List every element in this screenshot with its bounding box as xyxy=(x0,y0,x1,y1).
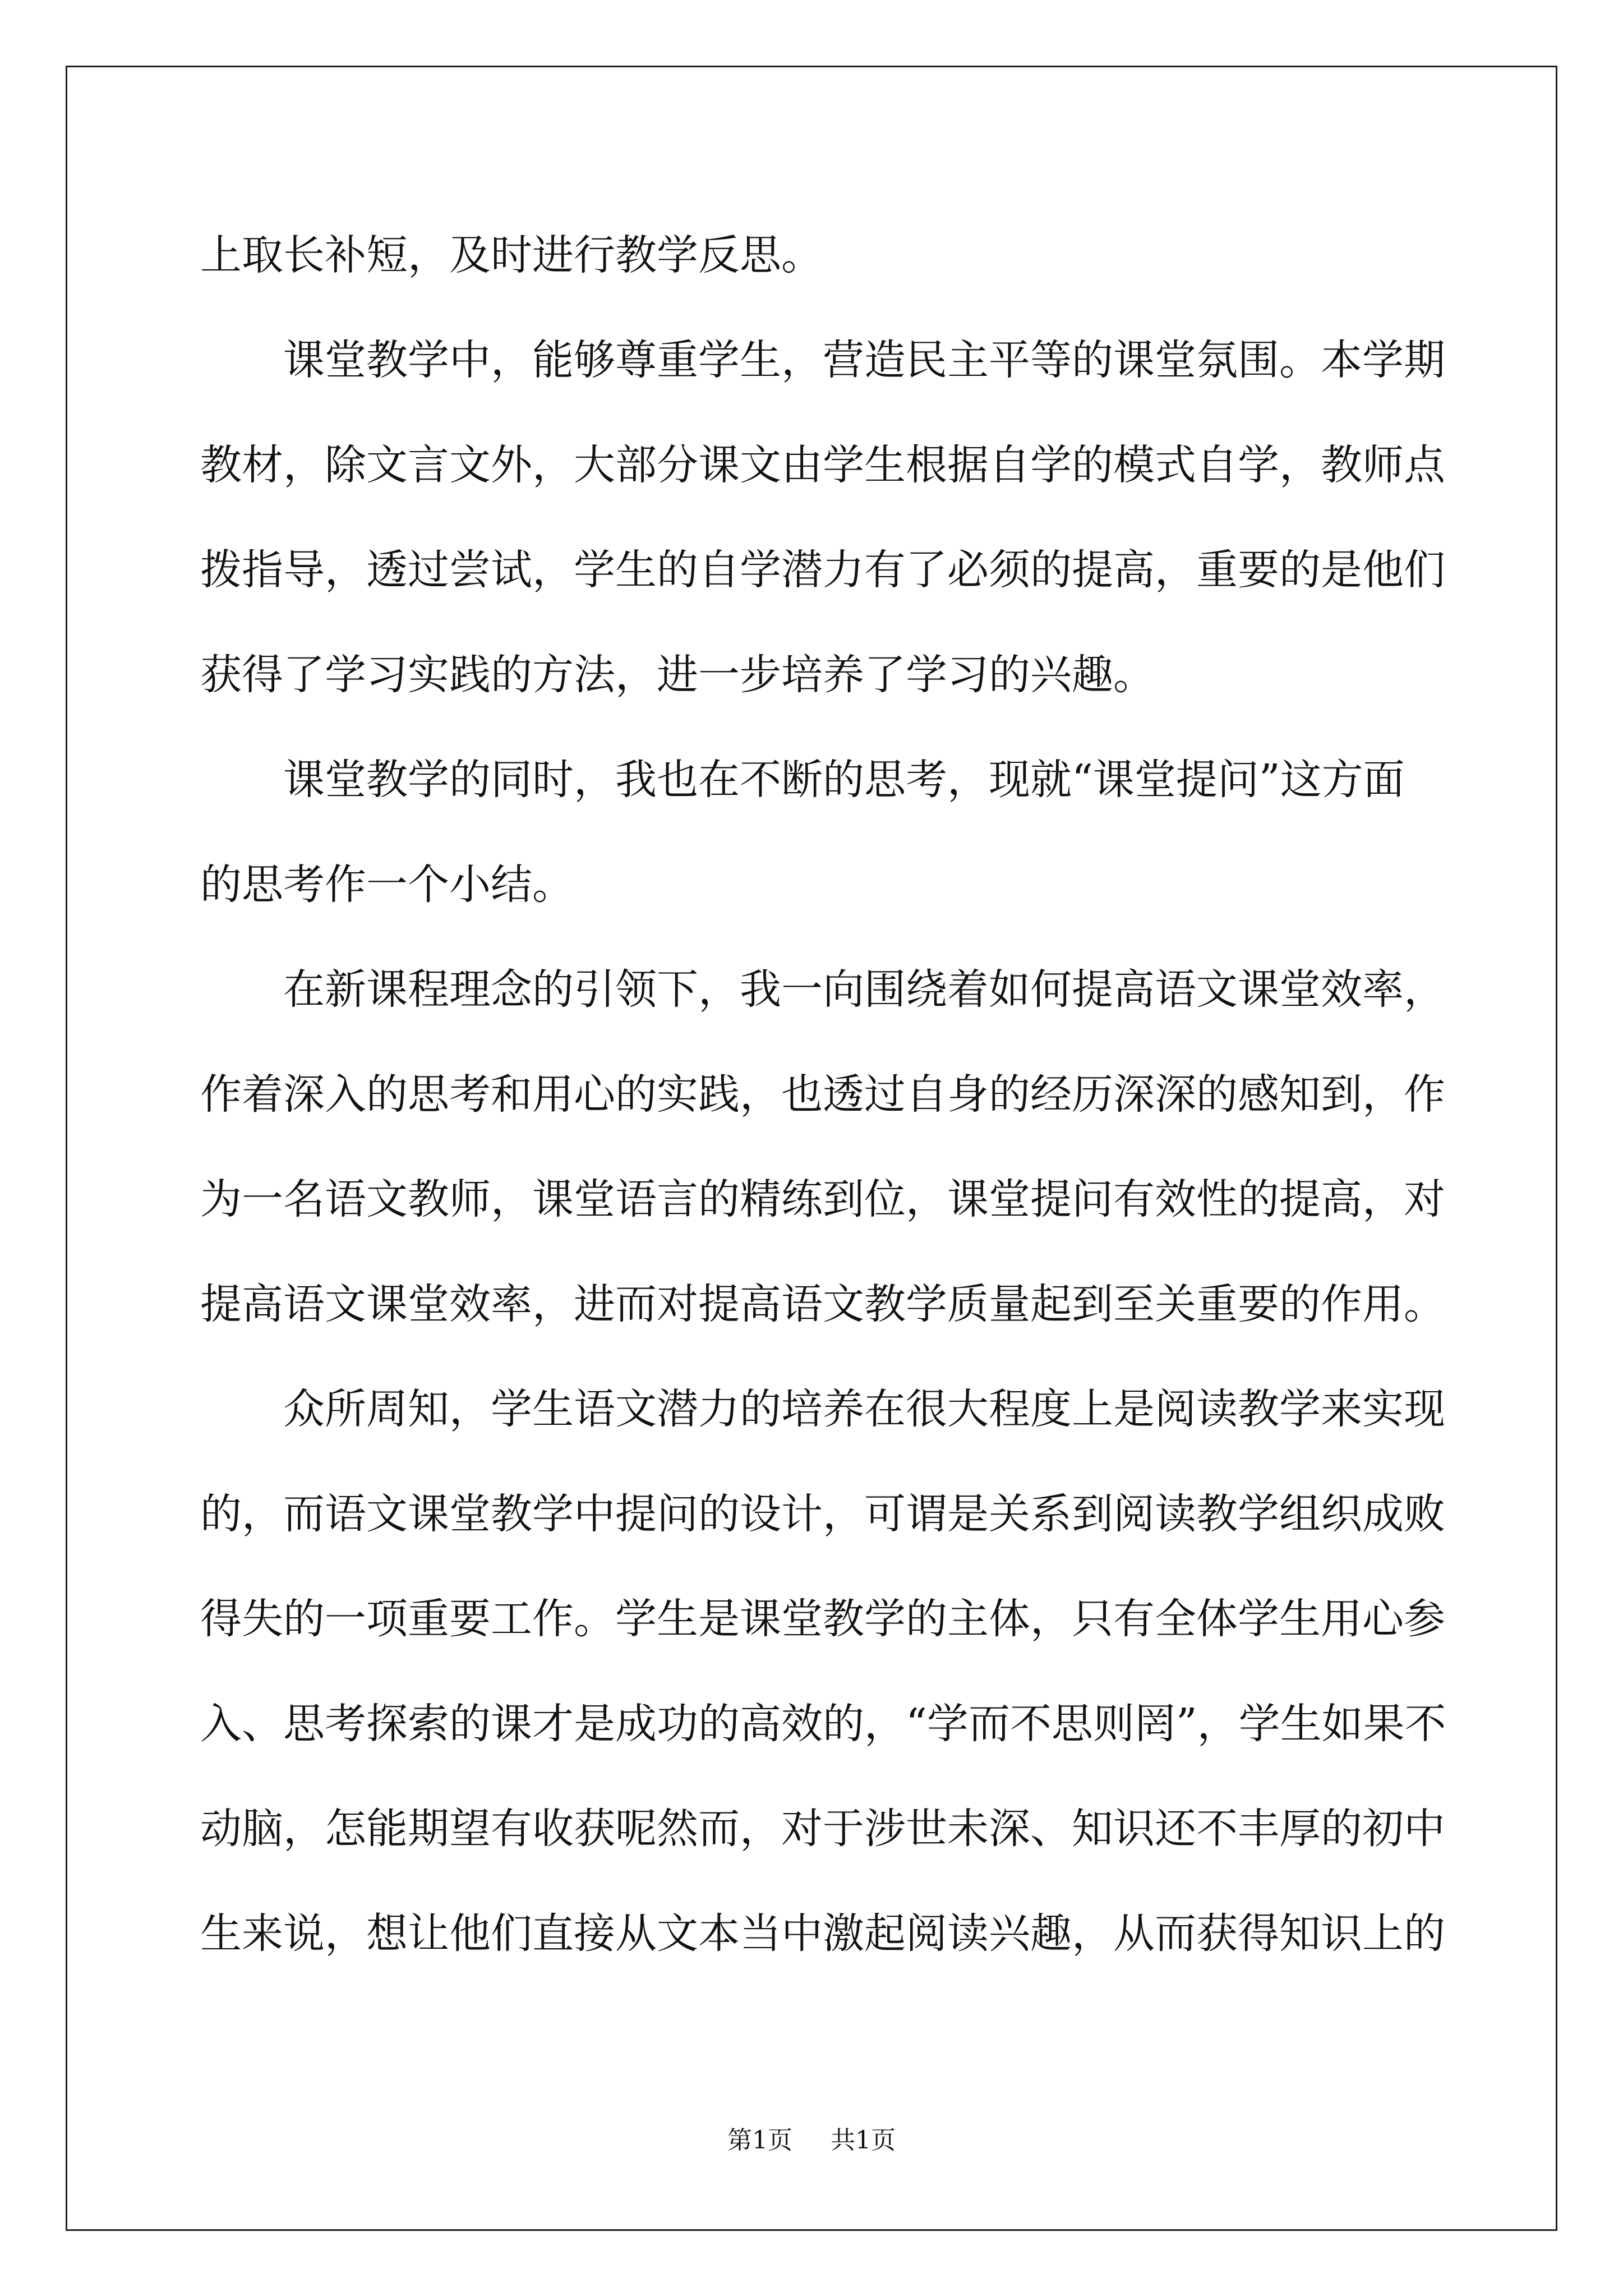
text-line: 得失的一项重要工作。学生是课堂教学的主体，只有全体学生用心参 xyxy=(200,1595,1445,1643)
page-number: 第1页 xyxy=(727,2126,792,2155)
text-line: 生来说，想让他们直接从文本当中激起阅读兴趣，从而获得知识上的 xyxy=(200,1910,1445,1958)
paragraph-start-line: 课堂教学的同时，我也在不断的思考，现就“课堂提问”这方面 xyxy=(283,756,1405,804)
text-line: 作着深入的思考和用心的实践，也透过自身的经历深深的感知到，作 xyxy=(200,1070,1445,1119)
text-line: 教材，除文言文外，大部分课文由学生根据自学的模式自学，教师点 xyxy=(200,441,1445,489)
text-line: 的思考作一个小结。 xyxy=(200,861,574,909)
text-line: 获得了学习实践的方法，进一步培养了学习的兴趣。 xyxy=(200,651,1155,699)
paragraph-start-line: 课堂教学中，能够尊重学生，营造民主平等的课堂氛围。本学期 xyxy=(283,336,1445,384)
text-line: 入、思考探索的课才是成功的高效的，“学而不思则罔”，学生如果不 xyxy=(200,1700,1446,1748)
document-body xyxy=(200,203,1446,1986)
page-footer xyxy=(0,2124,1623,2157)
paragraph-start-line: 众所周知，学生语文潜力的培养在很大程度上是阅读教学来实现 xyxy=(283,1385,1445,1433)
text-line: 提高语文课堂效率，进而对提高语文教学质量起到至关重要的作用。 xyxy=(200,1280,1445,1328)
page-total: 共1页 xyxy=(831,2126,896,2155)
text-line: 拨指导，透过尝试，学生的自学潜力有了必须的提高，重要的是他们 xyxy=(200,546,1445,594)
paragraph-start-line: 在新课程理念的引领下，我一向围绕着如何提高语文课堂效率， xyxy=(283,965,1445,1014)
text-line: 上取长补短，及时进行教学反思。 xyxy=(200,231,823,279)
text-line: 为一名语文教师，课堂语言的精练到位，课堂提问有效性的提高，对 xyxy=(200,1175,1445,1223)
text-line: 动脑，怎能期望有收获呢然而，对于涉世未深、知识还不丰厚的初中 xyxy=(200,1805,1445,1853)
text-line: 的，而语文课堂教学中提问的设计，可谓是关系到阅读教学组织成败 xyxy=(200,1490,1445,1538)
